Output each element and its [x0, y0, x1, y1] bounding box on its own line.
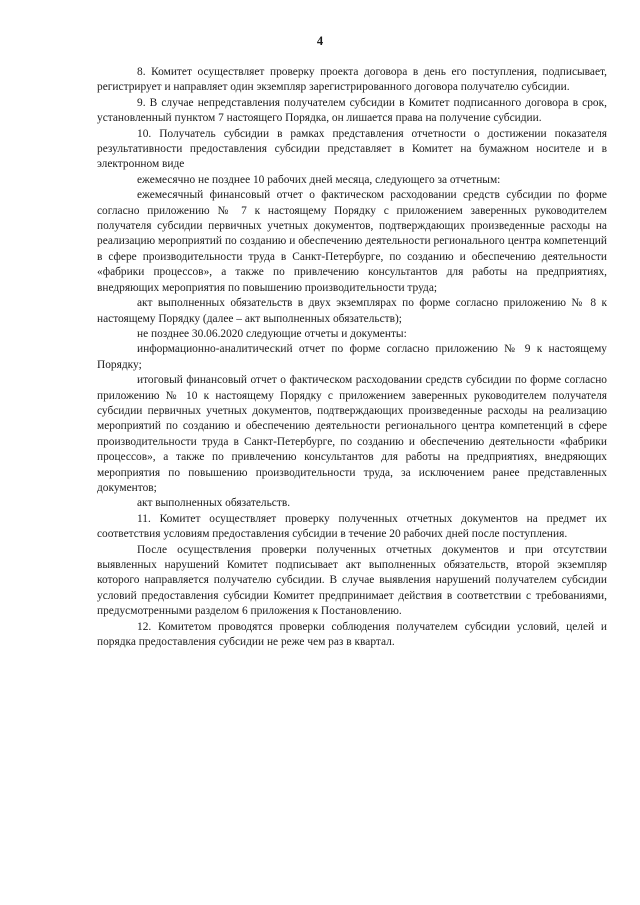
paragraph-9: 9. В случае непредставления получателем субсидии в Комитет подписанного договора в срок, установленный пунктом 7 настоящего Порядка, он лишается права на получение субсидии. — [97, 96, 607, 125]
paragraph-analytical-report: информационно-аналитический отчет по форме согласно приложению № 9 к настоящему Порядку; — [97, 343, 607, 371]
paragraph-final-act: акт выполненных обязательств. — [137, 497, 291, 510]
paragraph-monthly-financial-report: ежемесячный финансовый отчет о фактическом расходовании средств субсидии по форме согласно приложению № 7 к настоящему Порядку с приложением заверенных руководителем получателя субсидии первичных учетных документов, подтверждающих произведенные расходы на реализацию мероприятий по созданию и обеспечению деятельности регионального центра компетенций в сфере производительности труда в Санкт-Петербурге, по созданию и обеспечению деятельности «фабрики процессов», а также по привлечению консультантов для работы на предприятиях, внедряющих мероприятия по повышению производительности труда; — [97, 189, 607, 294]
paragraph-monthly-deadline: ежемесячно не позднее 10 рабочих дней месяца, следующего за отчетным: — [137, 173, 501, 186]
paragraph-8: 8. Комитет осуществляет проверку проекта договора в день его поступления, подписывает, регистрирует и направляет один экземпляр зарегистрированного договора получателю субсидии. — [97, 66, 607, 94]
paragraph-final-financial-report: итоговый финансовый отчет о фактическом расходовании средств субсидии по форме согласно приложению № 10 к настоящему Порядку с приложением заверенных руководителем получателя субсидии первичных учетных документов, подтверждающих произведенные расходы на реализацию мероприятий по созданию и обеспечению деятельности регионального центра компетенций в сфере производительности труда в Санкт-Петербурге, по созданию и обеспечению деятельности «фабрики процессов», а также по привлечению консультантов для работы на предприятиях, внедряющих мероприятия по повышению производительности труда, за исключением ранее представленных документов; — [97, 374, 607, 494]
paragraph-after-check: После осуществления проверки полученных отчетных документов и при отсутствии выявленных нарушений Комитет подписывает акт выполненных обязательств, второй экземпляр которого направляется получателю субсидии. В случае выявления нарушений получателем субсидии условий предоставления субсидии Комитет предпринимает действия в соответствии с требованиями, предусмотренными разделом 6 приложения к Постановлению. — [97, 543, 607, 618]
paragraph-12: 12. Комитетом проводятся проверки соблюдения получателем субсидии условий, целей и порядка предоставления субсидии не реже чем раз в квартал. — [97, 620, 607, 649]
paragraph-act-of-obligations: акт выполненных обязательств в двух экземплярах по форме согласно приложению № 8 к настоящему Порядку (далее – акт выполненных обязательств); — [97, 297, 607, 325]
paragraph-10: 10. Получатель субсидии в рамках представления отчетности о достижении показателя результативности предоставления субсидии представляет в Комитет на бумажном носителе и в электронном виде — [97, 127, 607, 171]
page-number: 4 — [316, 34, 324, 48]
paragraph-11: 11. Комитет осуществляет проверку полученных отчетных документов на предмет их соответствия условиям предоставления субсидии в течение 20 рабочих дней после поступления. — [97, 512, 607, 541]
document-body — [97, 65, 607, 650]
paragraph-final-deadline: не позднее 30.06.2020 следующие отчеты и документы: — [137, 327, 407, 340]
